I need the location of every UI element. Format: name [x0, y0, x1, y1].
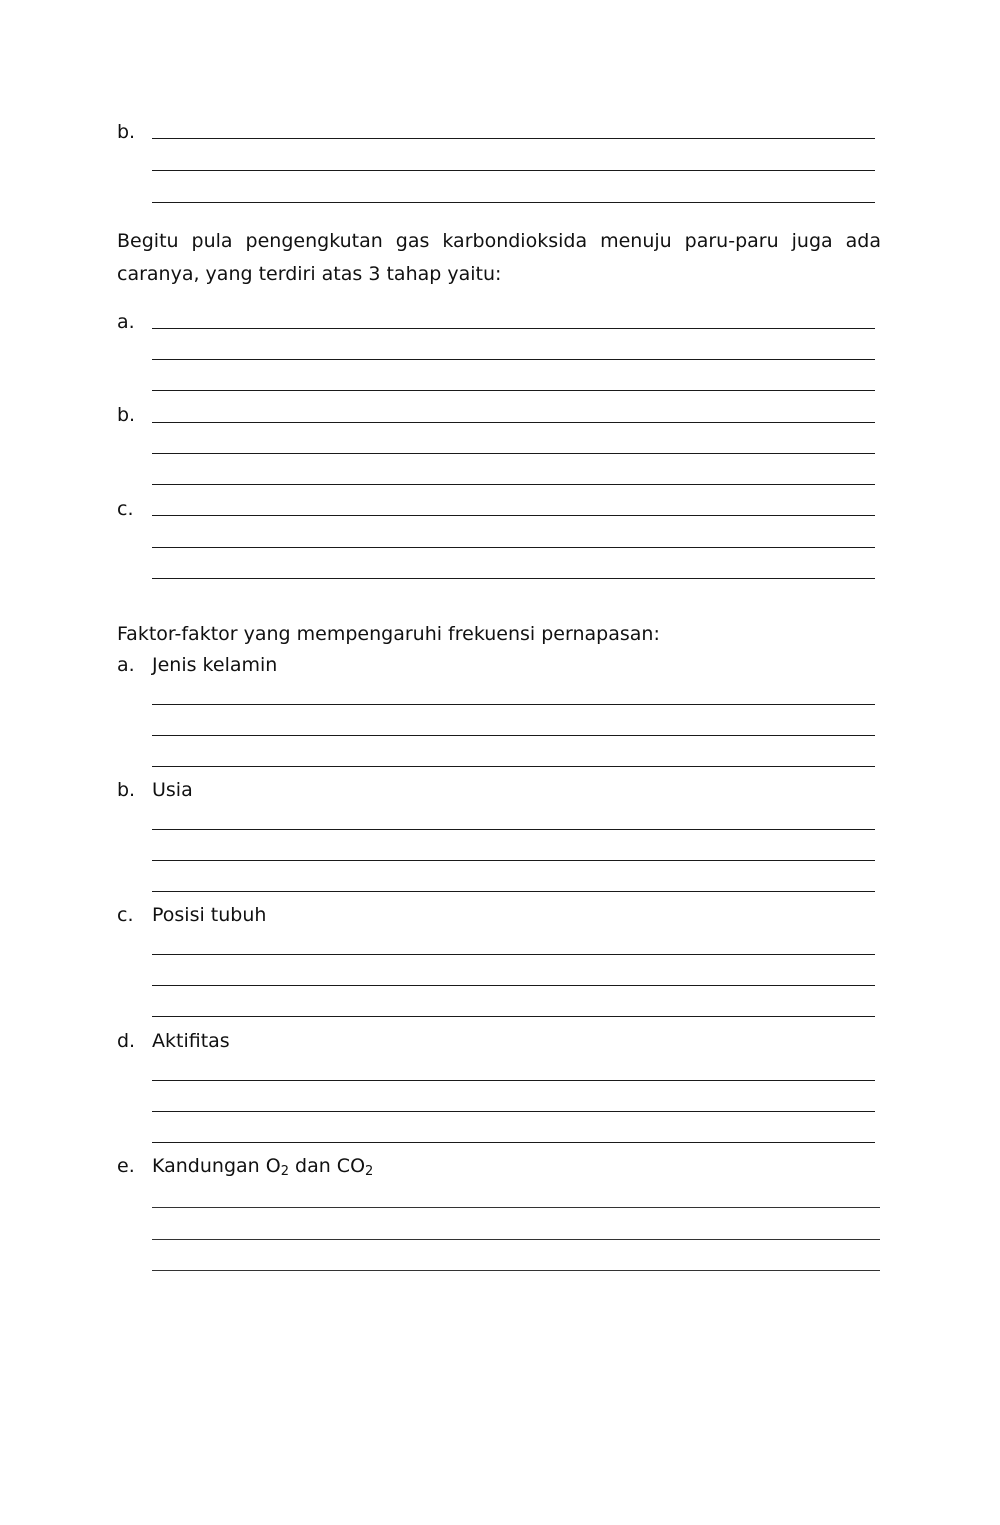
- answer-line[interactable]: [152, 359, 875, 360]
- intro-paragraph: Begitu pula pengengkutan gas karbondioksida menuju paru-paru juga ada caranya, yang terdiri atas 3 tahap yaitu:: [117, 230, 881, 285]
- answer-line[interactable]: [152, 453, 875, 454]
- answer-line[interactable]: [152, 954, 875, 955]
- subscript: 2: [365, 1164, 374, 1179]
- answer-line[interactable]: [152, 1270, 880, 1271]
- answer-line[interactable]: [152, 422, 875, 423]
- item-marker: a.: [117, 311, 135, 333]
- item-text: Aktifitas: [152, 1030, 230, 1052]
- answer-line[interactable]: [152, 578, 875, 579]
- item-marker: d.: [117, 1030, 136, 1052]
- item-marker: c.: [117, 498, 134, 520]
- answer-line[interactable]: [152, 735, 875, 736]
- answer-line[interactable]: [152, 766, 875, 767]
- answer-line[interactable]: [152, 484, 875, 485]
- answer-line[interactable]: [152, 1207, 880, 1208]
- answer-line[interactable]: [152, 1080, 875, 1081]
- answer-line[interactable]: [152, 328, 875, 329]
- item-marker: b.: [117, 404, 136, 426]
- answer-line[interactable]: [152, 547, 875, 548]
- answer-line[interactable]: [152, 704, 875, 705]
- answer-line[interactable]: [152, 1111, 875, 1112]
- item-marker: a.: [117, 654, 135, 676]
- answer-line[interactable]: [152, 1239, 880, 1240]
- answer-line[interactable]: [152, 829, 875, 830]
- answer-line[interactable]: [152, 390, 875, 391]
- item-b-marker: b.: [117, 121, 136, 143]
- answer-line[interactable]: [152, 1016, 875, 1017]
- item-text: Posisi tubuh: [152, 904, 267, 926]
- answer-line[interactable]: [152, 138, 875, 139]
- item-text: Jenis kelamin: [152, 654, 278, 676]
- answer-line[interactable]: [152, 891, 875, 892]
- answer-line[interactable]: [152, 170, 875, 171]
- item-marker: c.: [117, 904, 134, 926]
- item-text-part: dan CO: [288, 1155, 366, 1177]
- answer-line[interactable]: [152, 860, 875, 861]
- factors-heading: Faktor-faktor yang mempengaruhi frekuensi pernapasan:: [117, 623, 660, 645]
- subscript: 2: [280, 1164, 289, 1179]
- answer-line[interactable]: [152, 202, 875, 203]
- item-text: Usia: [152, 779, 193, 801]
- item-marker: b.: [117, 779, 136, 801]
- item-text-part: Kandungan O: [152, 1155, 281, 1177]
- item-marker: e.: [117, 1155, 135, 1177]
- answer-line[interactable]: [152, 1142, 875, 1143]
- answer-line[interactable]: [152, 985, 875, 986]
- item-text-o2-co2: [152, 1155, 373, 1183]
- answer-line[interactable]: [152, 515, 875, 516]
